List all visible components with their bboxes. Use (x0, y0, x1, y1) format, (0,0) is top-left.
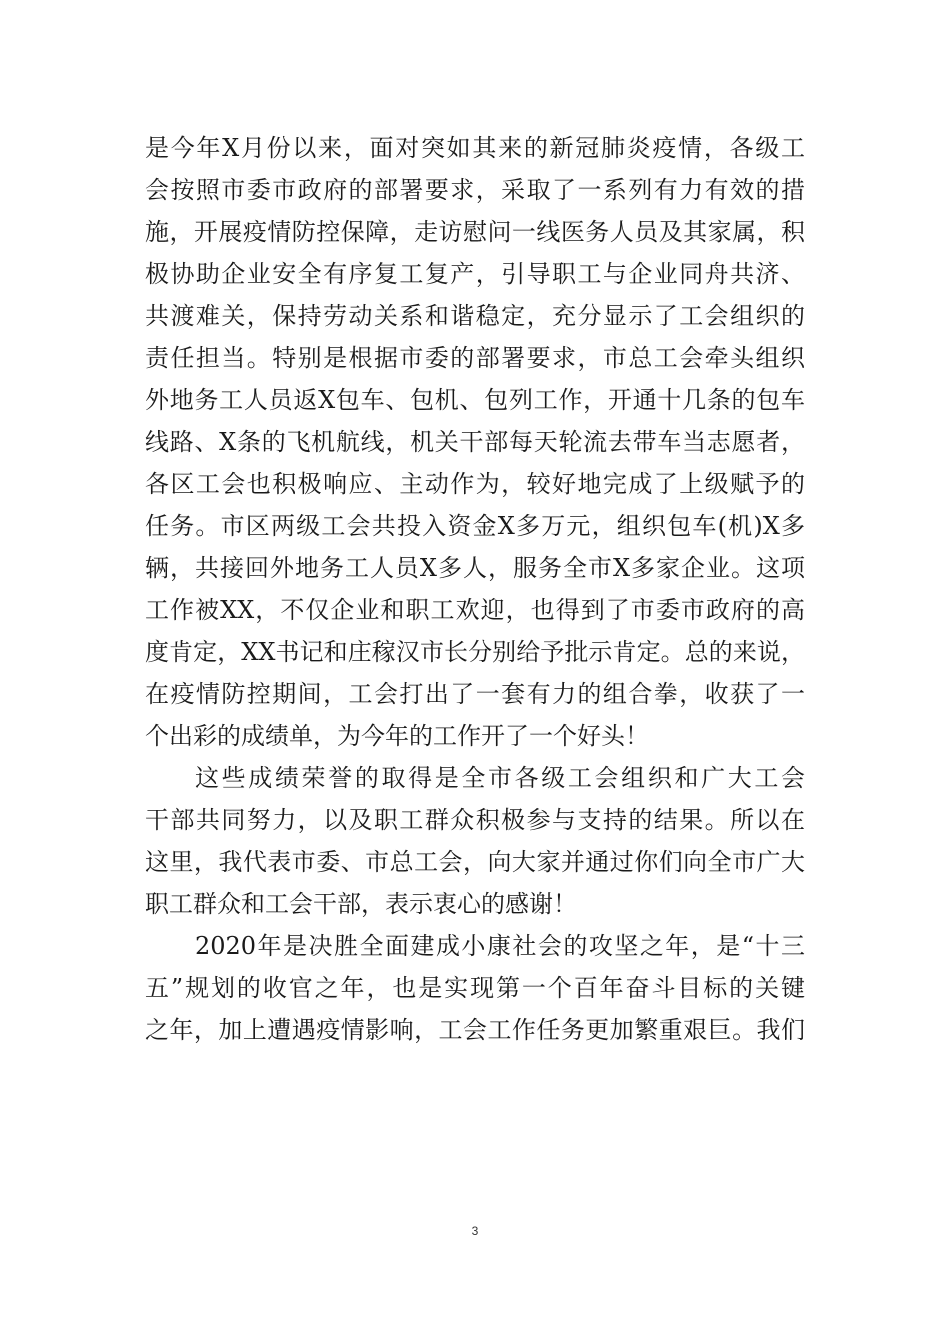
text-line: 干部共同努力，以及职工群众积极参与支持的结果。所以在 (145, 806, 805, 834)
text-line: 会按照市委市政府的部署要求，采取了一系列有力有效的措 (145, 176, 805, 204)
text-line: 任务。市区两级工会共投入资金X多万元，组织包车(机)X多 (145, 512, 805, 540)
text-line: 各区工会也积极响应、主动作为，较好地完成了上级赋予的 (145, 470, 805, 498)
text-line: 极协助企业安全有序复工复产，引导职工与企业同舟共济、 (145, 260, 805, 288)
text-line: 线路、X条的飞机航线，机关干部每天轮流去带车当志愿者， (145, 428, 805, 456)
text-line: 度肯定，XX书记和庄稼汉市长分别给予批示肯定。总的来说， (145, 638, 805, 666)
body-text (145, 127, 805, 1051)
text-line: 这些成绩荣誉的取得是全市各级工会组织和广大工会 (195, 764, 805, 792)
text-line: 工作被XX，不仅企业和职工欢迎，也得到了市委市政府的高 (145, 596, 805, 624)
text-line: 五”规划的收官之年，也是实现第一个百年奋斗目标的关键 (145, 974, 805, 1002)
text-line: 辆，共接回外地务工人员X多人，服务全市X多家企业。这项 (145, 554, 805, 582)
text-line: 在疫情防控期间，工会打出了一套有力的组合拳，收获了一 (145, 680, 805, 708)
text-line: 是今年X月份以来，面对突如其来的新冠肺炎疫情，各级工 (145, 134, 805, 162)
page-number: 3 (471, 1224, 479, 1238)
text-line: 外地务工人员返X包车、包机、包列工作，开通十几条的包车 (145, 386, 805, 414)
text-line: 这里，我代表市委、市总工会，向大家并通过你们向全市广大 (145, 848, 805, 876)
text-line: 共渡难关，保持劳动关系和谐稳定，充分显示了工会组织的 (145, 302, 805, 330)
text-line: 施，开展疫情防控保障，走访慰问一线医务人员及其家属，积 (145, 218, 805, 246)
text-line: 职工群众和工会干部，表示衷心的感谢！ (145, 890, 577, 918)
text-line: 个出彩的成绩单，为今年的工作开了一个好头！ (145, 722, 649, 750)
text-line: 2020年是决胜全面建成小康社会的攻坚之年，是“十三 (195, 932, 805, 960)
text-line: 责任担当。特别是根据市委的部署要求，市总工会牵头组织 (145, 344, 805, 372)
text-line: 之年，加上遭遇疫情影响，工会工作任务更加繁重艰巨。我们 (145, 1016, 805, 1044)
